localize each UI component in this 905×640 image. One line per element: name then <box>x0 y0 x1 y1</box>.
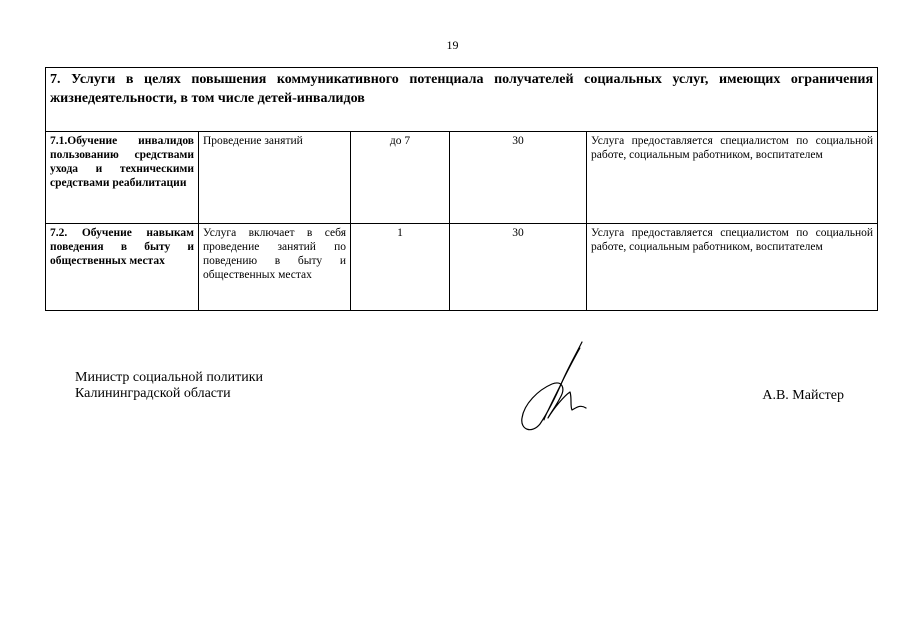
services-table <box>45 67 878 311</box>
page-number: 19 <box>446 38 459 52</box>
service-duration: 30 <box>450 224 587 311</box>
signatory-position-line1: Министр социальной политики <box>75 370 264 385</box>
service-description: Проведение занятий <box>199 132 351 224</box>
signatory-position-line2: Калининградской области <box>75 386 231 401</box>
section-title: 7. Услуги в целях повышения коммуникативного потенциала получателей социальных услуг, имеющих ограничения жизнедеятельности, в том числе детей-инвалидов <box>46 68 878 132</box>
table-row <box>46 224 878 311</box>
service-note: Услуга предоставляется специалистом по социальной работе, социальным работником, воспитателем <box>587 224 878 311</box>
service-name: 7.1.Обучение инвалидов пользованию средствами ухода и техническими средствами реабилитации <box>46 132 199 224</box>
table-row <box>46 132 878 224</box>
service-frequency: до 7 <box>351 132 450 224</box>
service-name: 7.2. Обучение навыкам поведения в быту и общественных местах <box>46 224 199 311</box>
service-description: Услуга включает в себя проведение занятий по поведению в быту и общественных местах <box>199 224 351 311</box>
section-header-row <box>46 68 878 132</box>
handwritten-signature <box>510 338 600 433</box>
signatory-position <box>75 370 263 402</box>
service-duration: 30 <box>450 132 587 224</box>
service-note: Услуга предоставляется специалистом по социальной работе, социальным работником, воспитателем <box>587 132 878 224</box>
service-frequency: 1 <box>351 224 450 311</box>
signatory-name: А.В. Майстер <box>762 388 844 403</box>
